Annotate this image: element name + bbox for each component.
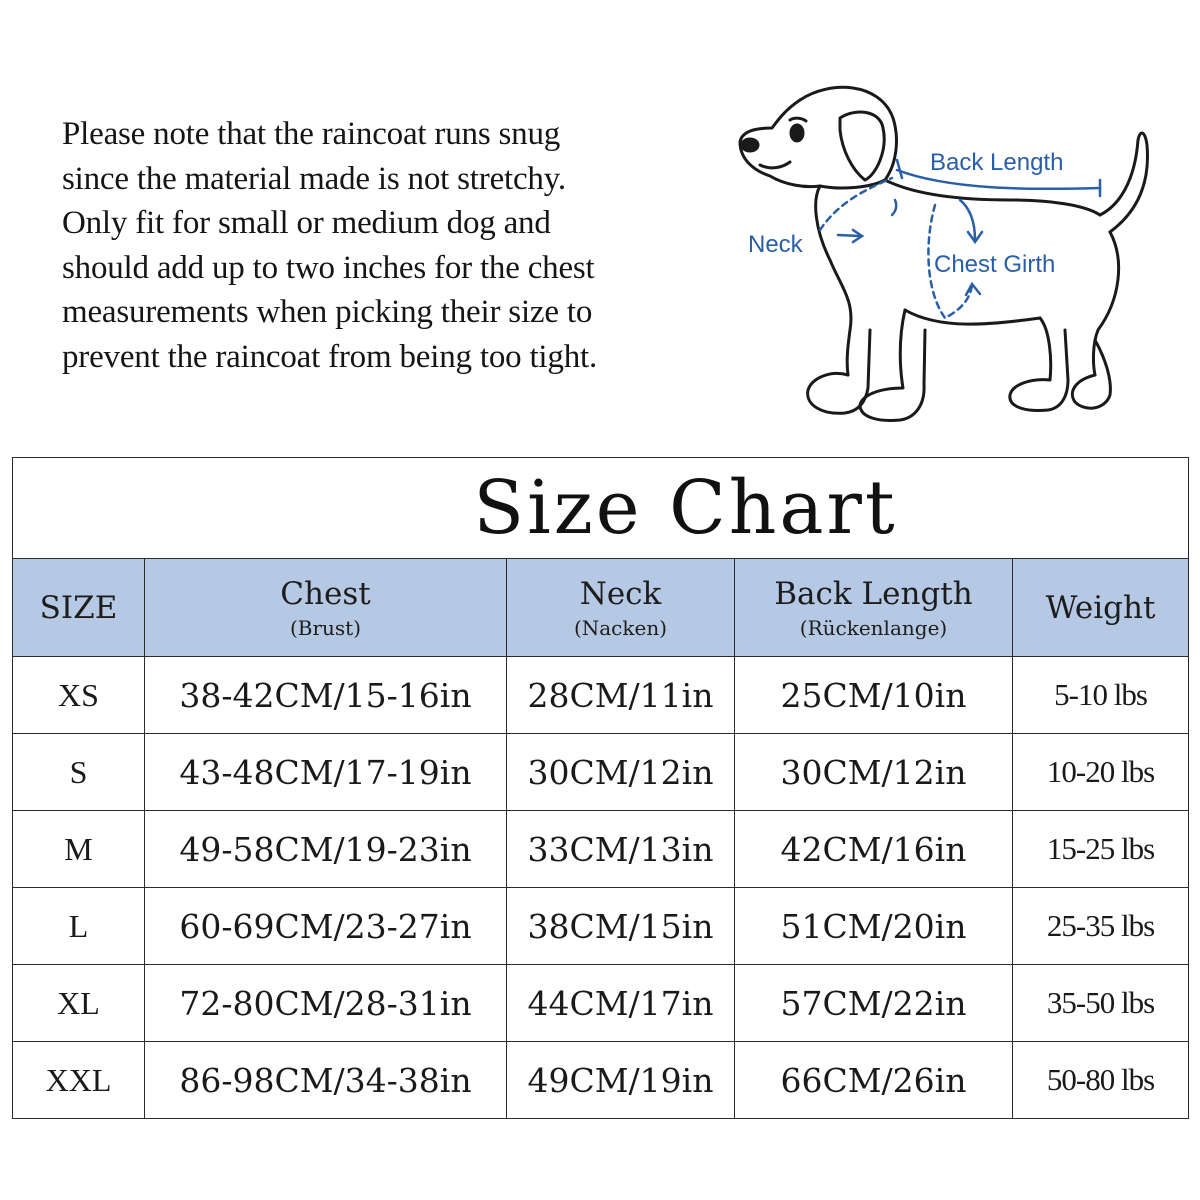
note-line: should add up to two inches for the chest [62, 249, 595, 286]
chest-girth-label: Chest Girth [934, 251, 1056, 278]
table-row [13, 965, 1189, 1042]
note-line: prevent the raincoat from being too tight. [62, 338, 598, 375]
cell-chest: 72-80CM/28-31in [145, 965, 507, 1042]
header-weight: Weight [1013, 559, 1189, 657]
cell-neck: 38CM/15in [507, 888, 735, 965]
cell-chest: 60-69CM/23-27in [145, 888, 507, 965]
header-neck: Neck (Nacken) [507, 559, 735, 657]
cell-weight: 50-80 lbs [1013, 1042, 1189, 1119]
cell-back-length: 42CM/16in [735, 811, 1013, 888]
cell-weight: 25-35 lbs [1013, 888, 1189, 965]
cell-chest: 49-58CM/19-23in [145, 811, 507, 888]
table-row [13, 888, 1189, 965]
cell-back-length: 57CM/22in [735, 965, 1013, 1042]
size-chart-title: Size Chart [473, 465, 898, 551]
table-row [13, 734, 1189, 811]
cell-neck: 28CM/11in [507, 657, 735, 734]
header-chest: Chest (Brust) [145, 559, 507, 657]
note-line: Only fit for small or medium dog and [62, 205, 551, 241]
cell-size: XL [13, 965, 145, 1042]
cell-neck: 30CM/12in [507, 734, 735, 811]
table-header-row [13, 559, 1189, 657]
table-row [13, 1042, 1189, 1119]
cell-weight: 15-25 lbs [1013, 811, 1189, 888]
note-line: Please note that the raincoat runs snug [62, 116, 561, 152]
back-length-label: Back Length [930, 149, 1064, 176]
cell-neck: 49CM/19in [507, 1042, 735, 1119]
cell-back-length: 51CM/20in [735, 888, 1013, 965]
cell-back-length: 66CM/26in [735, 1042, 1013, 1119]
cell-size: XS [13, 657, 145, 734]
header-size: SIZE [13, 559, 145, 657]
note-line: measurements when picking their size to [62, 294, 593, 330]
cell-size: S [13, 734, 145, 811]
cell-chest: 43-48CM/17-19in [145, 734, 507, 811]
table-row [13, 657, 1189, 734]
cell-size: XXL [13, 1042, 145, 1119]
sizing-note [62, 112, 722, 379]
cell-weight: 5-10 lbs [1013, 657, 1189, 734]
cell-size: L [13, 888, 145, 965]
cell-chest: 38-42CM/15-16in [145, 657, 507, 734]
table-row [13, 811, 1189, 888]
note-line: since the material made is not stretchy. [62, 160, 566, 197]
neck-label: Neck [748, 231, 803, 258]
cell-back-length: 25CM/10in [735, 657, 1013, 734]
cell-weight: 35-50 lbs [1013, 965, 1189, 1042]
size-chart-table [12, 457, 1189, 1119]
cell-weight: 10-20 lbs [1013, 734, 1189, 811]
dog-measurement-diagram [735, 80, 1155, 430]
cell-back-length: 30CM/12in [735, 734, 1013, 811]
size-chart-title-cell [13, 458, 1189, 559]
cell-neck: 33CM/13in [507, 811, 735, 888]
cell-chest: 86-98CM/34-38in [145, 1042, 507, 1119]
measurement-guides [820, 160, 1100, 318]
cell-neck: 44CM/17in [507, 965, 735, 1042]
cell-size: M [13, 811, 145, 888]
header-back-length: Back Length (Rückenlange) [735, 559, 1013, 657]
